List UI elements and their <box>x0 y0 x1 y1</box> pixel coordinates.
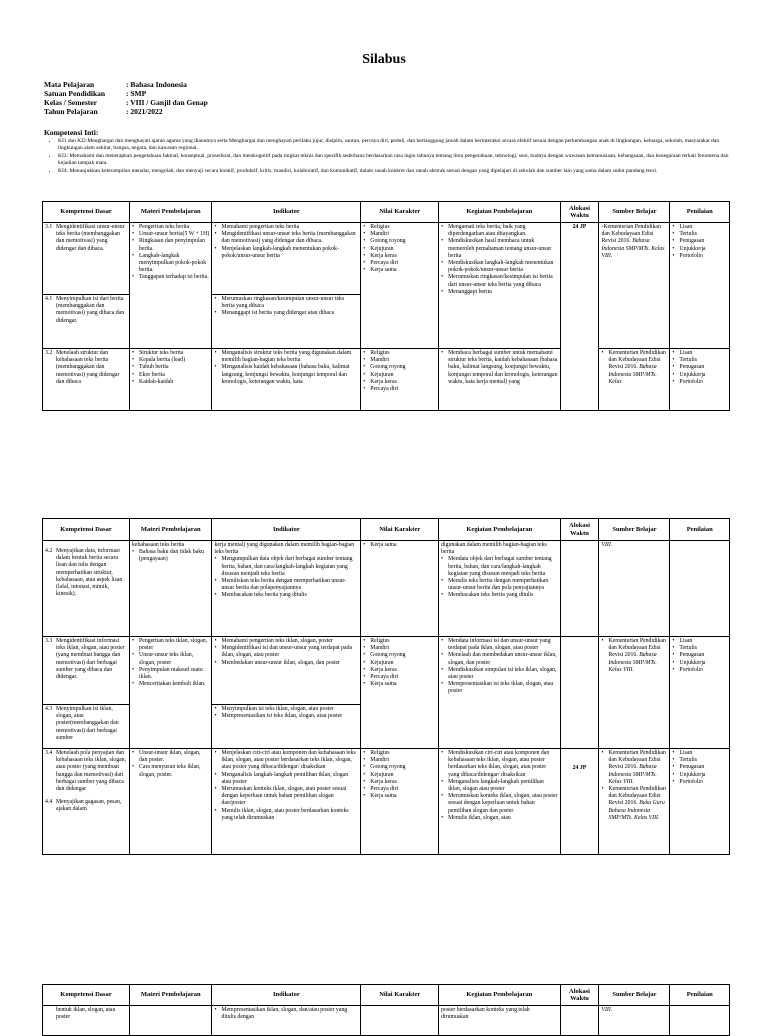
nilai-item: • Kejujuran <box>370 372 436 379</box>
penilaian-item: • Tertulis <box>679 645 727 652</box>
header-kegiatan: Kegiatan Pembelajaran <box>439 519 560 541</box>
kegiatan-cell <box>439 749 560 855</box>
materi-item: • Penyimpulan maksud suatu iklan. <box>139 667 209 681</box>
materi-item: • Kepala berita (lead) <box>139 357 209 364</box>
nilai-item: • Percaya diri <box>370 386 436 393</box>
nilai-item: • Gotong royong <box>370 238 436 245</box>
penilaian-cell <box>670 223 730 349</box>
alokasi-cell <box>560 541 599 637</box>
meta-label: Satuan Pendidikan <box>44 89 106 98</box>
nilai-item: • Kerja keras <box>370 667 436 674</box>
meta-info <box>44 80 208 116</box>
kd-text: Menyajikan data, informasi dalam bentuk berita secara lisan dan tulis dengan memperhatikan struktur, kebahasaan, atau aspek lisan (lafal, intonasi, mimik, kinesik). <box>56 548 123 598</box>
penilaian-item: • Penugasan <box>679 764 727 771</box>
nilai-item: • Kerja sama <box>370 542 436 549</box>
header-kompetensi-dasar: Kompetensi Dasar <box>43 202 130 223</box>
header-kegiatan: Kegiatan Pembelajaran <box>439 985 560 1006</box>
kegiatan-item: • Menelaah dan membedakan unsur-unsur iklan, slogan, dan poster <box>448 652 557 666</box>
sumber-cell <box>599 637 670 749</box>
indikator-item: • Menanggapi isi berita yang didengar atau dibaca <box>221 310 358 317</box>
indikator-item: • Menganalisis kaidah kebahasaan (bahasa baku, kalimat langsung, konjungsi bewaktu, konjungsi temporal dan kronologis, keterangan waktu, kata <box>221 364 358 386</box>
nilai-item: • Kerja sama <box>370 681 436 688</box>
penilaian-item: • Penugasan <box>679 364 727 371</box>
materi-item: • Bahasa baku dan tidak baku (pengayaan) <box>139 549 209 563</box>
materi-item: • Langkah-langkah menyimpulkan pokok-pokok berita. <box>139 253 209 275</box>
kd-text: Menelaah struktur dan kebahasaan teks berita (membanggakan dan memotivasi) yang didengar dan dibaca <box>56 350 120 385</box>
kegiatan-cell <box>439 541 560 637</box>
kd-cell <box>43 223 130 295</box>
kegiatan-item: • Merumuskan konteks iklan, slogan, atau poster sesuai dengan keperluan untuk bahan pemilihan slogan dan poster <box>448 793 557 815</box>
kd-cell <box>43 749 130 855</box>
sumber-item <box>608 750 667 786</box>
kd-cell <box>43 541 130 637</box>
materi-cell <box>130 1006 212 1036</box>
header-alokasi: Alokasi Waktu <box>560 202 599 223</box>
materi-cell <box>130 749 212 855</box>
kegiatan-item: • Menganalisis langkah-langkah pemilihan iklan, slogan atau poster <box>448 779 557 793</box>
penilaian-item: • Lisan <box>679 224 727 231</box>
indikator-item: • Menjelaskan langkah-langkah menentukan pokok-pokok/unsur-unsur berita <box>221 246 358 260</box>
materi-continued: kebahasaan teks berita <box>132 542 185 548</box>
materi-item: • Struktur teks berita <box>139 350 209 357</box>
header-alokasi: Alokasi Waktu <box>560 519 599 541</box>
ki-item: • KI1 dan KI2:Menghargai dan menghayati ajaran agama yang dianutnya serta Menghargai dan menghayati perilaku jujur, disiplin, santun, percaya diri, peduli, dan bertanggung jawab dalam berinteraksi secara efektif sesuai dengan perkembangan anak di lingkungan, keluarga, sekolah, masyarakat dan lingkungan alam sekitar, bangsa, negara, dan kawasan regional. <box>58 138 744 153</box>
sumber-text: Kementerian Pendidikan dan Kebudayaan Edisi Revisi 2016. <box>601 224 661 245</box>
materi-item: • Cara menyusun teks iklan, slogan, poster. <box>139 764 209 778</box>
materi-item: • Ringkasan dan penyimpulan berita. <box>139 238 209 252</box>
penilaian-item: • Unjukkerja <box>679 372 727 379</box>
penilaian-item: • Unjukkerja <box>679 772 727 779</box>
indikator-continued: kerja mental) yang digunakan dalam memilih bagian-bagian teks berita <box>214 542 355 556</box>
syllabus-table-3 <box>42 984 730 1036</box>
sumber-title: Bahasa Indonesia SMP/MTs. Kelas VIII. <box>608 652 657 673</box>
kd-text: Mengidentifikasi informasi teks iklan, slogan, atau poster (yang membuat bangga dan memotivasi) dari berbagai sumber yang dibaca dan didengar. <box>56 638 125 681</box>
penilaian-item: • Portofolio <box>679 379 727 386</box>
sumber-text: Kementerian Pendidikan dan Kebudayaan Edisi Revisi 2016. <box>608 750 666 771</box>
nilai-cell <box>361 749 439 855</box>
nilai-item: • Gotong royong <box>370 364 436 371</box>
header-penilaian: Penilaian <box>670 519 730 541</box>
indikator-item: • Menganalisis struktur teks berita yang digunakan dalam memilih bagian-bagian teks berita <box>221 350 358 364</box>
sumber-cell <box>599 1006 670 1036</box>
kd-cell <box>43 349 130 411</box>
indikator-item: • Membedakan unsur-unsur iklan, slogan, dan poster <box>221 660 358 667</box>
ki-item: • KI3: Memahami dan menerapkan pengetahuan faktual, konseptual, prosedural, dan metakognitif pada tingkat teknis dan spesifik sederhana berdasarkan rasa ingin tahunya tentang ilmu pengetahuan, teknologi, seni, budaya dengan wawasan kemanusiaan, kebangsaan, dan kenegaraan terkait fenomena dan kejadian tampak mata. <box>58 153 744 168</box>
alokasi-cell <box>560 1006 599 1036</box>
materi-cell <box>130 541 212 637</box>
nilai-item: • Mandiri <box>370 757 436 764</box>
ki-list <box>44 138 744 175</box>
meta-label: Kelas / Semester <box>44 98 97 107</box>
kd-cell <box>43 637 130 705</box>
kd-number: 4.3 <box>45 706 53 712</box>
kegiatan-continued: poster berdasarkan konteks yang telah dirumuskan <box>441 1007 530 1021</box>
sumber-item <box>608 638 667 674</box>
indikator-item: • Menyimpulkan isi teks iklan, slogan, atau poster <box>221 706 358 713</box>
nilai-item: • Kerja keras <box>370 253 436 260</box>
header-penilaian: Penilaian <box>670 202 730 223</box>
header-kompetensi-dasar: Kompetensi Dasar <box>43 519 130 541</box>
indikator-item: • Mengumpulkan data objek dari berbagai sumber tentang berita, bahan, dan cara/langkah-langkah kegiatan yang disusun menjadi teks berita <box>221 556 358 578</box>
penilaian-cell <box>670 637 730 749</box>
sumber-cell <box>599 749 670 855</box>
header-penilaian: Penilaian <box>670 985 730 1006</box>
header-kegiatan: Kegiatan Pembelajaran <box>439 202 560 223</box>
nilai-item: • Mandiri <box>370 357 436 364</box>
kd-cell <box>43 295 130 349</box>
kd-number: 3.3 <box>45 638 53 644</box>
indikator-item: • Mempresentasikan iklan, slogan, dan/atau poster yang ditulis dengan <box>221 1007 358 1021</box>
ki-item: • KI4: Menunjukkan keterampilan menalar, mengolah, dan menyaji secara kreatif, produktif, kritis, mandiri, kolaboratif, dan komunikatif, dalam ranah konkret dan ranah abstrak sesuai dengan yang dipelajari di sekolah dan sumber lain yang sama dalam sudut pandang teori. <box>58 168 744 175</box>
penilaian-cell <box>670 541 730 637</box>
alokasi-cell: 24 JP <box>560 749 599 855</box>
kegiatan-item: • Menulis iklan, slogan, atau <box>448 815 557 822</box>
nilai-item: • Kerja sama <box>370 267 436 274</box>
nilai-item: • Kerja keras <box>370 379 436 386</box>
header-materi: Materi Pembelajaran <box>130 202 212 223</box>
materi-item: • Menceritakan kembali iklan. <box>139 681 209 688</box>
header-alokasi: Alokasi Waktu <box>560 985 599 1006</box>
meta-value: : SMP <box>126 89 147 98</box>
kegiatan-item: • Merumuskan ringkasan/kesimpulan isi berita dari unsur-unsur teks berita yang dibaca <box>448 274 557 288</box>
sumber-cell <box>599 349 670 411</box>
header-indikator: Indikator <box>212 519 361 541</box>
kd-text: Menyimpulkan isi iklan, slogan, atau poster(membanggakan dan memotivasi) dari berbagai sumber <box>56 706 119 741</box>
meta-value: : VIII / Ganjil dan Genap <box>126 98 208 107</box>
kegiatan-continued: digunakan dalam memilih bagian-bagian teks berita <box>441 542 547 556</box>
penilaian-item: • Portofolio <box>679 253 727 260</box>
indikator-cell <box>212 1006 361 1036</box>
nilai-item: • Kerja sama <box>370 793 436 800</box>
sumber-cell <box>599 541 670 637</box>
header-indikator: Indikator <box>212 985 361 1006</box>
alokasi-cell: 24 JP <box>560 223 599 411</box>
nilai-cell <box>361 637 439 749</box>
kd-number: 3.4 <box>45 750 53 756</box>
kegiatan-item: • Mempresentasikan isi teks iklan, slogan, atau poster <box>448 681 557 695</box>
materi-item: • Unsur-unsur iklan, slogan, dan poster. <box>139 750 209 764</box>
penilaian-item: • Tertulis <box>679 231 727 238</box>
sumber-title: Bahasa Indonesia SMP/MTs. Kelas VIII. <box>608 764 657 785</box>
header-sumber: Sumber Belajar <box>599 202 670 223</box>
nilai-item: • Religius <box>370 750 436 757</box>
materi-item: • Tubuh berita <box>139 364 209 371</box>
penilaian-item: • Penugasan <box>679 652 727 659</box>
kd-cell <box>43 1006 130 1036</box>
meta-value: : 2021/2022 <box>126 107 163 116</box>
kegiatan-item: • Mendiskusikan hasil membaca untuk memeroleh pemahaman tentang unsur-unsur berita <box>448 238 557 260</box>
sumber-text: Kementerian Pendidikan dan Kebudayaan Edisi Revisi 2016. <box>608 638 666 659</box>
materi-cell <box>130 223 212 349</box>
indikator-item: • Menulis iklan, slogan, atau poster berdasarkan konteks yang telah dirumuskan <box>221 808 358 822</box>
nilai-item: • Percaya diri <box>370 786 436 793</box>
kd-number: 3.1 <box>45 224 53 230</box>
nilai-item: • Kerja keras <box>370 779 436 786</box>
header-nilai-karakter: Nilai Karakter <box>361 985 439 1006</box>
meta-label: Tahun Pelajaran <box>44 107 98 116</box>
nilai-item: • Gotong royong <box>370 764 436 771</box>
header-nilai-karakter: Nilai Karakter <box>361 202 439 223</box>
kegiatan-item: • Mendiskusikan simpulan isi teks iklan, slogan, atau poster <box>448 667 557 681</box>
indikator-item: • Menuliskan teks berita dengan memperhatikan unsur-unsur berita dan polapenyajiannya <box>221 578 358 592</box>
alokasi-cell <box>560 637 599 749</box>
kegiatan-item: • Mendata informasi isi dan unsur-unsur yang terdapat pada iklan, slogan, atau poster <box>448 638 557 652</box>
penilaian-item: • Tertulis <box>679 357 727 364</box>
indikator-item: • Merumuskan ringkasan/kesimpulan unsur-unsur teks berita yang dibaca <box>221 296 358 310</box>
nilai-cell <box>361 1006 439 1036</box>
indikator-item: • Memahami pengertian teks berita <box>221 224 358 231</box>
penilaian-item: • Lisan <box>679 638 727 645</box>
kegiatan-item: • Mendiskusikan ciri-ciri atau komponen dan kebahasaan teks iklan, slogan, atau poster berdasarkan teks iklan, slogan, atau poster yang dibaca/didengar/ disaksikan <box>448 750 557 779</box>
kegiatan-item: • Membacakan teks berita yang ditulis <box>448 592 557 599</box>
penilaian-item: • Unjukkerja <box>679 246 727 253</box>
header-nilai-karakter: Nilai Karakter <box>361 519 439 541</box>
kegiatan-item: • Mendata objek dari berbagai sumber tentang berita, bahan, dan cara/langkah-langkah kegiatan yang disusun menjadi teks berita <box>448 556 557 578</box>
nilai-item: • Percaya diri <box>370 260 436 267</box>
header-sumber: Sumber Belajar <box>599 519 670 541</box>
indikator-cell <box>212 749 361 855</box>
indikator-cell <box>212 295 361 349</box>
indikator-item: • Mengidentifikasi isi dan unsur-unsur yang terdapat pada iklan, slogan, atau poster <box>221 645 358 659</box>
nilai-item: • Percaya diri <box>370 674 436 681</box>
kegiatan-cell <box>439 637 560 749</box>
sumber-cell: -Kementerian Pendidikan dan Kebudayaan Edisi Revisi 2016. Bahasa Indonesia SMP/MTs. Kelas VIII. <box>599 223 670 349</box>
nilai-cell <box>361 349 439 411</box>
indikator-item: • Menjelaskan ciri-ciri atau komponen dan kebahasaan teks iklan, slogan, atau poster berdasarkan teks iklan, slogan, atau poster yang dibaca/didengar/ disaksikan <box>221 750 358 772</box>
header-kompetensi-dasar: Kompetensi Dasar <box>43 985 130 1006</box>
indikator-item: • Menganalisis langkah-langkah pemilihan iklan, slogan atau poster <box>221 772 358 786</box>
nilai-cell <box>361 223 439 349</box>
penilaian-item: • Tertulis <box>679 757 727 764</box>
nilai-item: • Mandiri <box>370 231 436 238</box>
penilaian-item: • Unjukkerja <box>679 660 727 667</box>
header-materi: Materi Pembelajaran <box>130 985 212 1006</box>
kegiatan-item: • Mendiskusikan langkah-langkah menentukan pokok-pokok/unsur-unsur berita <box>448 260 557 274</box>
kegiatan-cell <box>439 349 560 411</box>
indikator-cell <box>212 705 361 749</box>
kd-number: 4.4 <box>45 799 53 806</box>
kegiatan-item: • Membaca berbagai sumber untuk memahami struktur teks berita, kaidah kebahasaan (bahasa baku, kalimat langsung, konjungsi bewaktu, konjungsi temporal dan kronologis, keterangan waktu, kata kerja mental) yang <box>448 350 557 386</box>
indikator-item: • Merumuskan konteks iklan, slogan, atau poster sesuai dengan keperluan untuk bahan pemilihan slogan dan/poster <box>221 786 358 808</box>
sumber-title: Bahasa Indonesia SMP/MTs. Kelas <box>608 364 657 385</box>
materi-cell <box>130 349 212 411</box>
kegiatan-item: • Menanggapi berita <box>448 289 557 296</box>
materi-item: • Unsur-unsur teks iklan, slogan, poster <box>139 652 209 666</box>
indikator-cell <box>212 637 361 705</box>
header-materi: Materi Pembelajaran <box>130 519 212 541</box>
nilai-item: • Kejujuran <box>370 660 436 667</box>
penilaian-cell <box>670 749 730 855</box>
meta-value: : Bahasa Indonesia <box>126 80 187 89</box>
penilaian-cell <box>670 1006 730 1036</box>
indikator-cell <box>212 223 361 295</box>
kd-text: Menyajikan gagasan, pesan, ajakan dalam <box>56 799 122 813</box>
kd-number: 4.2 <box>45 548 53 554</box>
nilai-item: • Mandiri <box>370 645 436 652</box>
sumber-text: Kementerian Pendidikan dan Kebudayaan Edisi Revisi 2016. <box>608 786 666 807</box>
kd-text: Menelaah pola penyajian dan kebahasaan teks iklan, slogan, atau poster (yang membuat bangga dan memotivasi) dari berbagai sumber yang dibaca dan didengar <box>56 750 127 793</box>
sumber-title: Bahasa Indonesia SMP/MTs. Kelas VIII. <box>601 238 665 259</box>
nilai-item: • Gotong royong <box>370 652 436 659</box>
kegiatan-item: • Menulis teks berita dengan memperhatikan unsur-unsur berita dan pola penyajiannya <box>448 578 557 592</box>
kegiatan-cell <box>439 223 560 349</box>
sumber-continued: VIII. <box>601 542 613 548</box>
header-indikator: Indikator <box>212 202 361 223</box>
page-title: Silabus <box>362 52 406 67</box>
materi-item: • Tanggapan terhadap isi berita. <box>139 274 209 281</box>
materi-cell <box>130 637 212 749</box>
meta-label: Mata Pelajaran <box>44 80 95 89</box>
sumber-text: Kementerian Pendidikan dan Kebudayaan Edisi Revisi 2016. <box>608 350 666 371</box>
penilaian-cell <box>670 349 730 411</box>
syllabus-table-2 <box>42 518 730 855</box>
sumber-title: Buku Guru Bahasa Indonesia SMP/MTs. Kelas VIII. <box>608 800 665 821</box>
materi-item: • Kaidah-kaidah <box>139 379 209 386</box>
kegiatan-cell <box>439 1006 560 1036</box>
indikator-cell <box>212 541 361 637</box>
kd-text: bentuk iklan, slogan, atau poster <box>56 1007 116 1021</box>
indikator-item: • Memahami pengertian teks iklan, slogan, poster <box>221 638 358 645</box>
sumber-item <box>608 350 667 386</box>
indikator-cell <box>212 349 361 411</box>
materi-item: • Pengertian teks berita <box>139 224 209 231</box>
penilaian-item: • Lisan <box>679 750 727 757</box>
header-sumber: Sumber Belajar <box>599 985 670 1006</box>
nilai-item: • Kejujuran <box>370 246 436 253</box>
ki-heading: Kompetensi Inti: <box>44 128 99 137</box>
syllabus-table-1 <box>42 201 730 411</box>
materi-item: • Pengertian teks iklan, slogan, poster <box>139 638 209 652</box>
penilaian-item: • Portofolio <box>679 667 727 674</box>
indikator-item: • Mempresentasikan isi teks iklan, slogan, atau poster <box>221 713 358 720</box>
penilaian-item: • Portofolio <box>679 779 727 786</box>
kd-text: Mengidentifikasi unsur-unsur teks berita (membanggakan dan memotivasi) yang didengar dan dibaca. <box>56 224 125 252</box>
materi-item: • Ekor berita <box>139 372 209 379</box>
nilai-item: • Religius <box>370 224 436 231</box>
indikator-item: • Mengidentifikasi unsur-unsur teks berita (membanggakan dan memotivasi) yang didengar dan dibaca. <box>221 231 358 245</box>
sumber-continued: VIII. <box>601 1007 613 1013</box>
kd-number: 3.2 <box>45 350 53 356</box>
sumber-item <box>608 786 667 822</box>
penilaian-item: • Penugasan <box>679 238 727 245</box>
nilai-item: • Kejujuran <box>370 772 436 779</box>
kd-text: Menyimpulkan isi dari berita (membanggakan dan memotivasi) yang dibaca dan didengar. <box>56 296 125 324</box>
nilai-item: • Religius <box>370 638 436 645</box>
materi-item: • Unsur-unsur berita(5 W + 1H) <box>139 231 209 238</box>
kd-cell <box>43 705 130 749</box>
kegiatan-item: • Mengamati teks berita, baik yang diperdengarkan atau ditayangkan. <box>448 224 557 238</box>
indikator-item: • Membacakan teks berita yang ditulis <box>221 592 358 599</box>
nilai-item: • Religius <box>370 350 436 357</box>
nilai-cell <box>361 541 439 637</box>
penilaian-item: • Lisan <box>679 350 727 357</box>
kd-number: 4.1 <box>45 296 53 302</box>
